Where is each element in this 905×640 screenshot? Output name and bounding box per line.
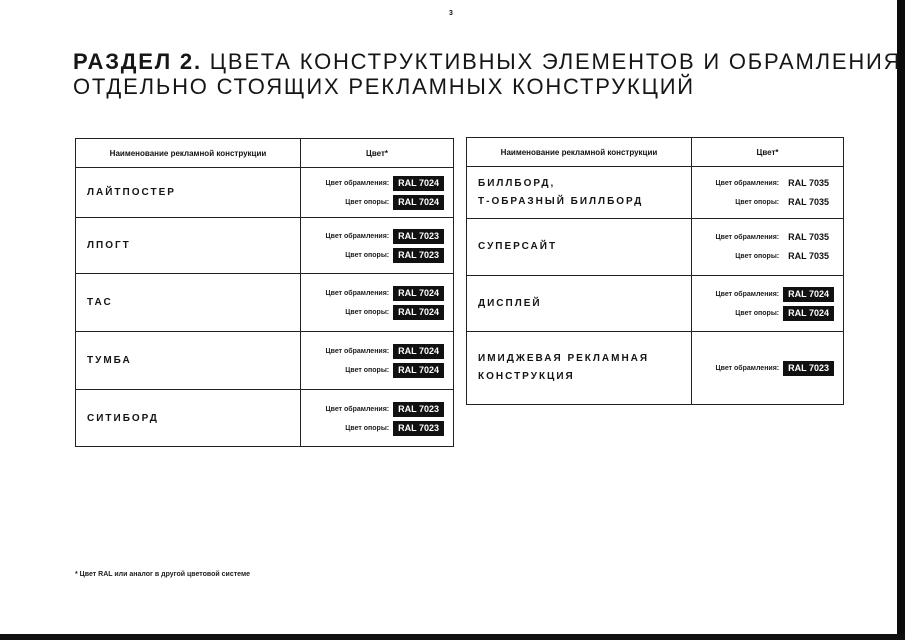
ral-color-chip: RAL 7035 xyxy=(788,251,829,261)
table-row xyxy=(76,274,453,332)
right-color-table xyxy=(466,137,844,405)
section-title-line-2: ОТДЕЛЬНО СТОЯЩИХ РЕКЛАМНЫХ КОНСТРУКЦИЙ xyxy=(73,74,695,99)
color-spec xyxy=(345,195,444,210)
section-title-line-1: ЦВЕТА КОНСТРУКТИВНЫХ ЭЛЕМЕНТОВ И ОБРАМЛЕНИЯ xyxy=(209,49,902,74)
construction-name-cell xyxy=(467,219,692,275)
construction-name-cell xyxy=(76,218,301,273)
ral-color-chip: RAL 7024 xyxy=(393,195,444,210)
construction-name-cell xyxy=(76,390,301,447)
ral-color-chip: RAL 7023 xyxy=(393,421,444,436)
header-color-cell: Цвет* xyxy=(756,147,779,157)
section-heading xyxy=(73,49,902,99)
color-spec-label: Цвет обрамления: xyxy=(325,405,390,413)
table-header-row xyxy=(467,138,843,167)
construction-name xyxy=(87,184,176,202)
construction-name-line: СУПЕРСАЙТ xyxy=(478,241,558,252)
color-spec xyxy=(716,287,835,302)
ral-color-chip: RAL 7024 xyxy=(783,287,834,302)
left-table-body xyxy=(76,168,453,447)
color-spec-label: Цвет обрамления: xyxy=(715,290,780,298)
table-header-row xyxy=(76,139,453,168)
color-spec-label: Цвет опоры: xyxy=(735,253,780,260)
table-row xyxy=(467,167,843,219)
construction-name-line: СИТИБОРД xyxy=(87,412,159,424)
construction-name-line: ТАС xyxy=(87,296,113,308)
construction-name-cell xyxy=(467,167,692,218)
color-spec-label: Цвет обрамления: xyxy=(325,347,390,355)
header-name-cell: Наименование рекламной конструкции xyxy=(76,139,301,167)
construction-color-cell xyxy=(692,167,843,218)
construction-name-line: ЛПОГТ xyxy=(87,239,131,251)
construction-name-cell xyxy=(467,276,692,331)
color-spec xyxy=(735,306,834,321)
construction-name-line: ЛАЙТПОСТЕР xyxy=(87,186,176,198)
ral-color-chip: RAL 7024 xyxy=(393,286,444,301)
construction-name xyxy=(87,352,132,370)
color-spec xyxy=(326,344,445,359)
footnote: * Цвет RAL или аналог в другой цветовой системе xyxy=(75,571,251,578)
construction-name-cell xyxy=(76,332,301,389)
color-spec xyxy=(716,176,835,191)
construction-color-cell xyxy=(301,332,453,389)
header-name-cell: Наименование рекламной конструкции xyxy=(467,138,692,166)
color-spec xyxy=(345,305,444,320)
construction-name-cell xyxy=(76,168,301,217)
ral-color-chip: RAL 7035 xyxy=(788,232,829,242)
color-spec xyxy=(716,361,835,376)
construction-color-cell xyxy=(301,390,453,447)
table-row xyxy=(76,218,453,274)
ral-color-chip: RAL 7024 xyxy=(393,344,444,359)
color-spec xyxy=(345,421,444,436)
ral-color-chip: RAL 7024 xyxy=(783,306,834,321)
left-color-table xyxy=(75,138,454,447)
table-row xyxy=(76,168,453,218)
page-number: 3 xyxy=(449,10,453,17)
color-spec xyxy=(326,286,445,301)
construction-name xyxy=(478,295,542,313)
color-spec-label: Цвет обрамления: xyxy=(325,232,390,240)
ral-color-chip: RAL 7023 xyxy=(393,229,444,244)
construction-color-cell xyxy=(301,168,453,217)
header-color-cell: Цвет* xyxy=(365,148,389,158)
heading-line-1 xyxy=(73,49,902,74)
construction-name-line: КОНСТРУКЦИЯ xyxy=(478,371,575,382)
color-spec-label: Цвет опоры: xyxy=(735,309,780,317)
construction-name-cell xyxy=(76,274,301,331)
bottom-page-edge xyxy=(0,634,905,640)
construction-color-cell xyxy=(301,218,453,273)
construction-name-line: БИЛЛБОРД, xyxy=(478,177,556,189)
construction-name xyxy=(478,175,643,211)
table-row xyxy=(467,219,843,276)
ral-color-chip: RAL 7023 xyxy=(393,402,444,417)
construction-name-line: ДИСПЛЕЙ xyxy=(478,297,542,309)
section-label: РАЗДЕЛ 2. xyxy=(73,49,202,74)
table-row xyxy=(467,276,843,332)
right-page-edge xyxy=(897,0,905,640)
construction-name xyxy=(478,350,649,386)
color-spec xyxy=(326,176,445,191)
construction-name-line: ТУМБА xyxy=(87,354,132,366)
construction-color-cell xyxy=(301,274,453,331)
construction-name xyxy=(87,410,159,428)
color-spec-label: Цвет обрамления: xyxy=(715,364,780,372)
ral-color-chip: RAL 7024 xyxy=(393,363,444,378)
table-row xyxy=(76,332,453,390)
ral-color-chip: RAL 7023 xyxy=(783,361,834,376)
ral-color-chip: RAL 7024 xyxy=(393,305,444,320)
color-spec-label: Цвет обрамления: xyxy=(325,289,390,297)
construction-name-line: Т-ОБРАЗНЫЙ БИЛЛБОРД xyxy=(478,195,644,207)
color-spec-label: Цвет опоры: xyxy=(345,251,390,259)
color-spec-label: Цвет обрамления: xyxy=(325,179,390,187)
ral-color-chip: RAL 7035 xyxy=(788,196,829,207)
color-spec xyxy=(716,230,835,245)
construction-name-line: ИМИДЖЕВАЯ РЕКЛАМНАЯ xyxy=(478,353,650,364)
construction-name-cell xyxy=(467,332,692,404)
ral-color-chip: RAL 7024 xyxy=(393,176,444,191)
color-spec-label: Цвет опоры: xyxy=(735,198,780,206)
color-spec xyxy=(735,249,834,264)
color-spec xyxy=(345,248,444,263)
color-spec-label: Цвет опоры: xyxy=(345,424,390,432)
color-spec-label: Цвет опоры: xyxy=(345,308,390,316)
construction-name xyxy=(87,294,113,312)
color-spec-label: Цвет обрамления: xyxy=(715,234,780,241)
construction-color-cell xyxy=(692,332,843,404)
color-spec xyxy=(326,229,445,244)
color-spec xyxy=(345,363,444,378)
table-row xyxy=(467,332,843,404)
ral-color-chip: RAL 7023 xyxy=(393,248,444,263)
color-spec-label: Цвет обрамления: xyxy=(715,179,780,187)
color-spec-label: Цвет опоры: xyxy=(345,366,390,374)
construction-name xyxy=(87,237,131,255)
construction-color-cell xyxy=(692,276,843,331)
table-row xyxy=(76,390,453,447)
ral-color-chip: RAL 7035 xyxy=(788,177,829,188)
color-spec xyxy=(735,195,834,210)
color-spec-label: Цвет опоры: xyxy=(345,198,390,206)
construction-color-cell xyxy=(692,219,843,275)
construction-name xyxy=(478,238,557,256)
right-table-body xyxy=(467,167,843,404)
color-spec xyxy=(326,402,445,417)
